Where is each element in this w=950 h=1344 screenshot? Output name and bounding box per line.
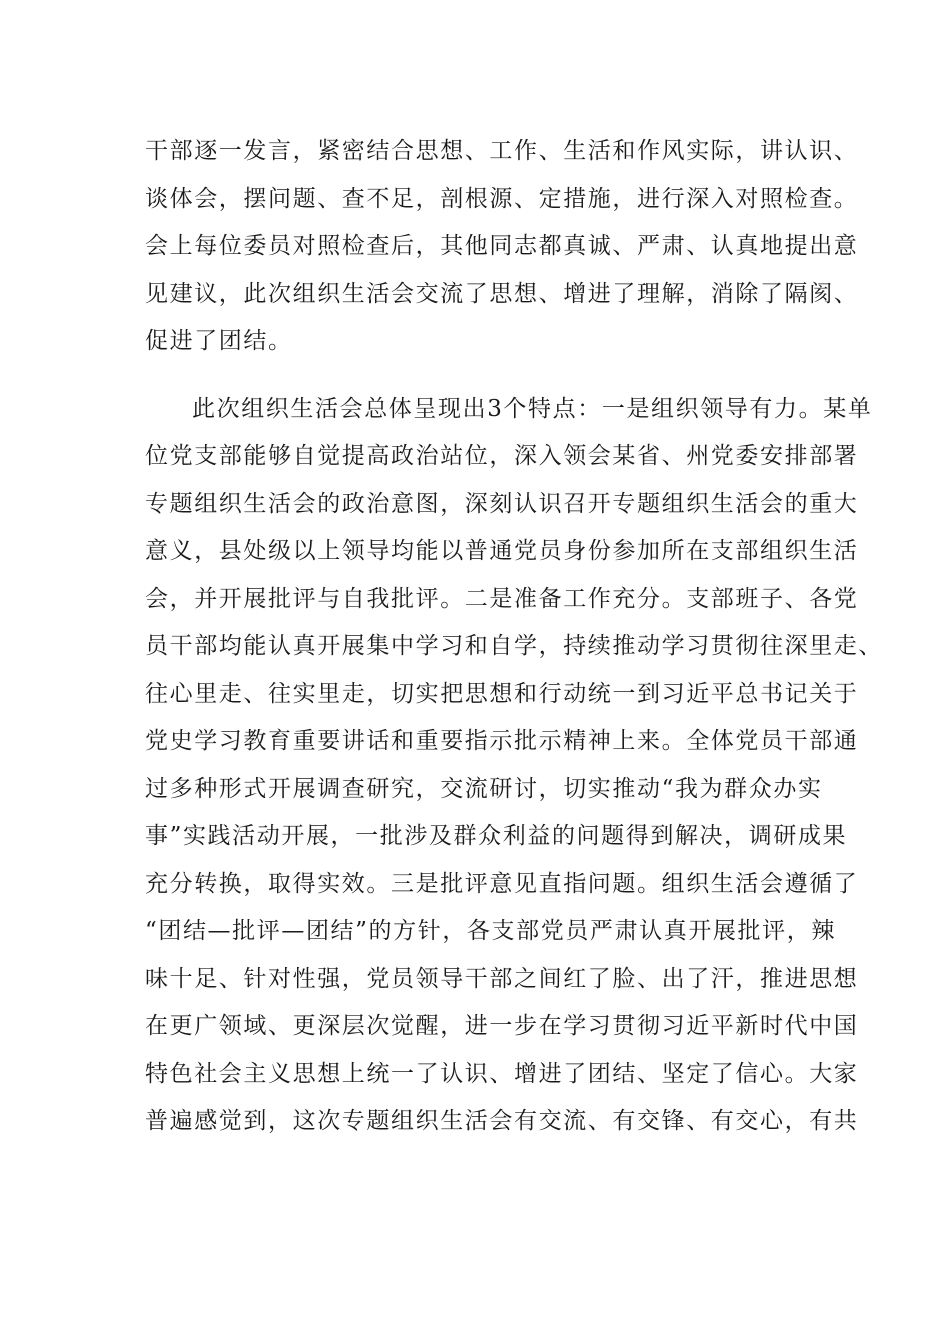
text-line: 普遍感觉到，这次专题组织生活会有交流、有交锋、有交心，有共 xyxy=(145,1108,859,1134)
text-line: 特色社会主义思想上统一了认识、增进了团结、坚定了信心。大家 xyxy=(145,1060,859,1087)
text-line: 党史学习教育重要讲话和重要指示批示精神上来。全体党员干部通 xyxy=(145,728,859,754)
text-line: 干部逐一发言，紧密结合思想、工作、生活和作风实际，讲认识、 xyxy=(145,138,859,164)
text-line: 充分转换，取得实效。三是批评意见直指问题。组织生活会遵循了 xyxy=(145,870,859,897)
paragraph-1 xyxy=(145,128,859,366)
text-line: 意义，县处级以上领导均能以普通党员身份参加所在支部组织生活 xyxy=(145,538,859,564)
text-line: 员干部均能认真开展集中学习和自学，持续推动学习贯彻往深里走、 xyxy=(145,633,883,659)
document-body xyxy=(145,128,883,1146)
text-line: 位党支部能够自觉提高政治站位，深入领会某省、州党委安排部署 xyxy=(145,443,859,469)
text-line: 过多种形式开展调查研究，交流研讨，切实推动“我为群众办实 xyxy=(145,775,823,802)
text-line: 谈体会，摆问题、查不足，剖根源、定措施，进行深入对照检查。 xyxy=(145,185,859,212)
text-line: 往心里走、往实里走，切实把思想和行动统一到习近平总书记关于 xyxy=(145,680,859,707)
paragraph-spacer xyxy=(145,366,805,386)
text-line: 专题组织生活会的政治意图，深刻认识召开专题组织生活会的重大 xyxy=(145,490,859,517)
text-line: “团结—批评—团结”的方针，各支部党员严肃认真开展批评，辣 xyxy=(145,918,836,944)
text-line: 见建议，此次组织生活会交流了思想、增进了理解，消除了隔阂、 xyxy=(145,280,859,307)
text-line: 促进了团结。 xyxy=(145,328,293,354)
text-line: 会，并开展批评与自我批评。二是准备工作充分。支部班子、各党 xyxy=(145,585,859,612)
text-line: 会上每位委员对照检查后，其他同志都真诚、严肃、认真地提出意 xyxy=(145,233,859,259)
text-line: 此次组织生活会总体呈现出3个特点：一是组织领导有力。某单 xyxy=(192,395,873,422)
text-line: 味十足、针对性强，党员领导干部之间红了脸、出了汗，推进思想 xyxy=(145,965,859,992)
text-line: 在更广领域、更深层次觉醒，进一步在学习贯彻习近平新时代中国 xyxy=(145,1013,859,1039)
text-line: 事”实践活动开展，一批涉及群众利益的问题得到解决，调研成果 xyxy=(145,823,848,849)
paragraph-2 xyxy=(145,386,883,1146)
